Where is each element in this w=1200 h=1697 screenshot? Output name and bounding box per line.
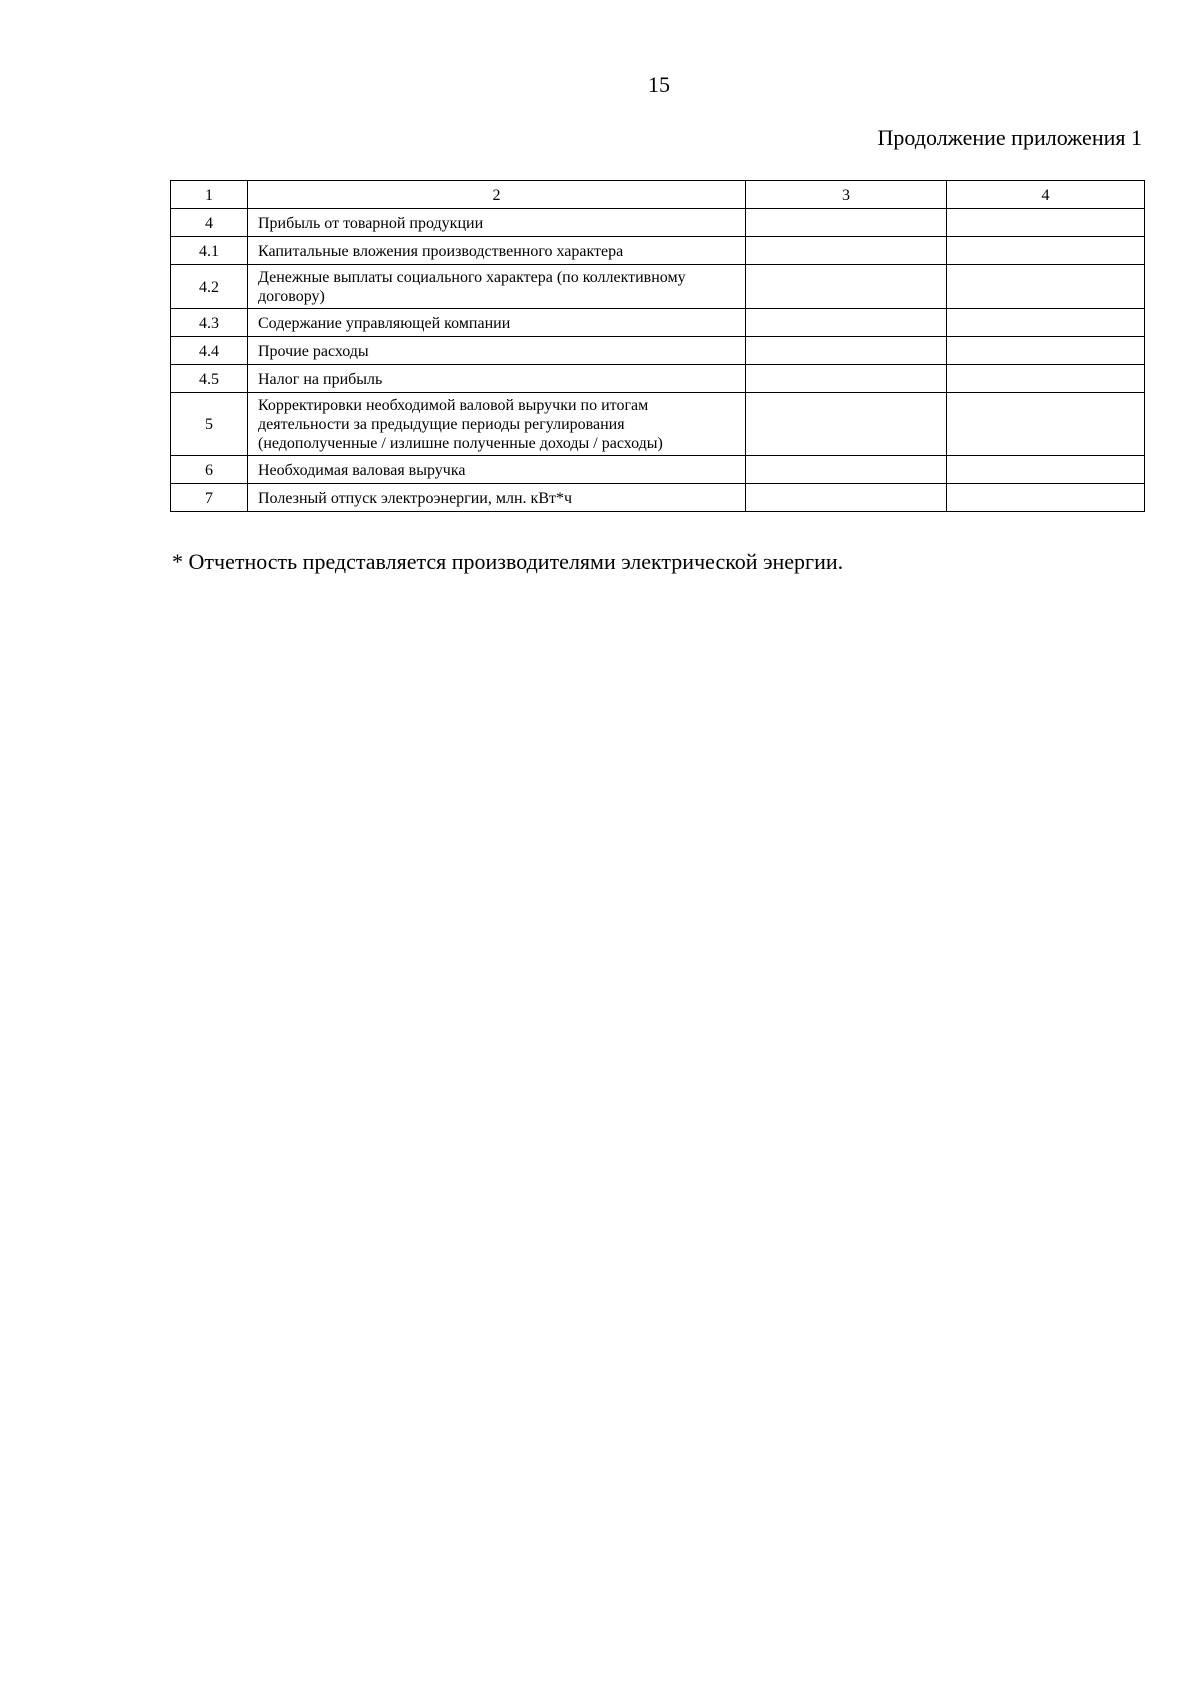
row-value-col3: [746, 365, 947, 393]
table-row: [171, 484, 1145, 512]
table-row: [171, 365, 1145, 393]
row-value-col3: [746, 484, 947, 512]
row-value-col4: [947, 265, 1145, 309]
table-row: [171, 393, 1145, 456]
table-row: [171, 337, 1145, 365]
row-number: 4.2: [171, 265, 248, 309]
table-row: [171, 209, 1145, 237]
row-name: Капитальные вложения производственного характера: [248, 237, 746, 265]
continuation-label: Продолжение приложения 1: [877, 125, 1142, 150]
row-number: 6: [171, 456, 248, 484]
row-name: Прибыль от товарной продукции: [248, 209, 746, 237]
header-cell-col4: 4: [947, 181, 1145, 209]
row-value-col4: [947, 365, 1145, 393]
table-row: [171, 309, 1145, 337]
table-header-row: [171, 181, 1145, 209]
row-number: 4.4: [171, 337, 248, 365]
row-number: 4.5: [171, 365, 248, 393]
header-cell-col2: 2: [248, 181, 746, 209]
row-number: 4.3: [171, 309, 248, 337]
row-name: Полезный отпуск электроэнергии, млн. кВт*ч: [248, 484, 746, 512]
row-value-col4: [947, 393, 1145, 456]
row-value-col3: [746, 393, 947, 456]
row-number: 4.1: [171, 237, 248, 265]
row-number: 4: [171, 209, 248, 237]
table-row: [171, 456, 1145, 484]
row-value-col4: [947, 237, 1145, 265]
page-number: 15: [648, 72, 670, 97]
footnote: * Отчетность представляется производителями электрической энергии.: [172, 549, 844, 574]
header-cell-col1: 1: [171, 181, 248, 209]
row-name: Содержание управляющей компании: [248, 309, 746, 337]
row-value-col4: [947, 484, 1145, 512]
table-row: [171, 237, 1145, 265]
row-number: 7: [171, 484, 248, 512]
row-value-col3: [746, 237, 947, 265]
row-value-col3: [746, 456, 947, 484]
header-cell-col3: 3: [746, 181, 947, 209]
report-table: [170, 180, 1145, 512]
row-name: Корректировки необходимой валовой выручки по итогам деятельности за предыдущие периоды регулирования (недополученные / излишне полученные доходы / расходы): [248, 393, 746, 456]
row-name: Необходимая валовая выручка: [248, 456, 746, 484]
row-name: Прочие расходы: [248, 337, 746, 365]
row-number: 5: [171, 393, 248, 456]
row-value-col3: [746, 309, 947, 337]
row-value-col3: [746, 265, 947, 309]
table-row: [171, 265, 1145, 309]
row-value-col4: [947, 209, 1145, 237]
row-value-col3: [746, 209, 947, 237]
row-name: Налог на прибыль: [248, 365, 746, 393]
row-value-col4: [947, 456, 1145, 484]
row-value-col4: [947, 337, 1145, 365]
row-value-col3: [746, 337, 947, 365]
row-name: Денежные выплаты социального характера (по коллективному договору): [248, 265, 746, 309]
row-value-col4: [947, 309, 1145, 337]
